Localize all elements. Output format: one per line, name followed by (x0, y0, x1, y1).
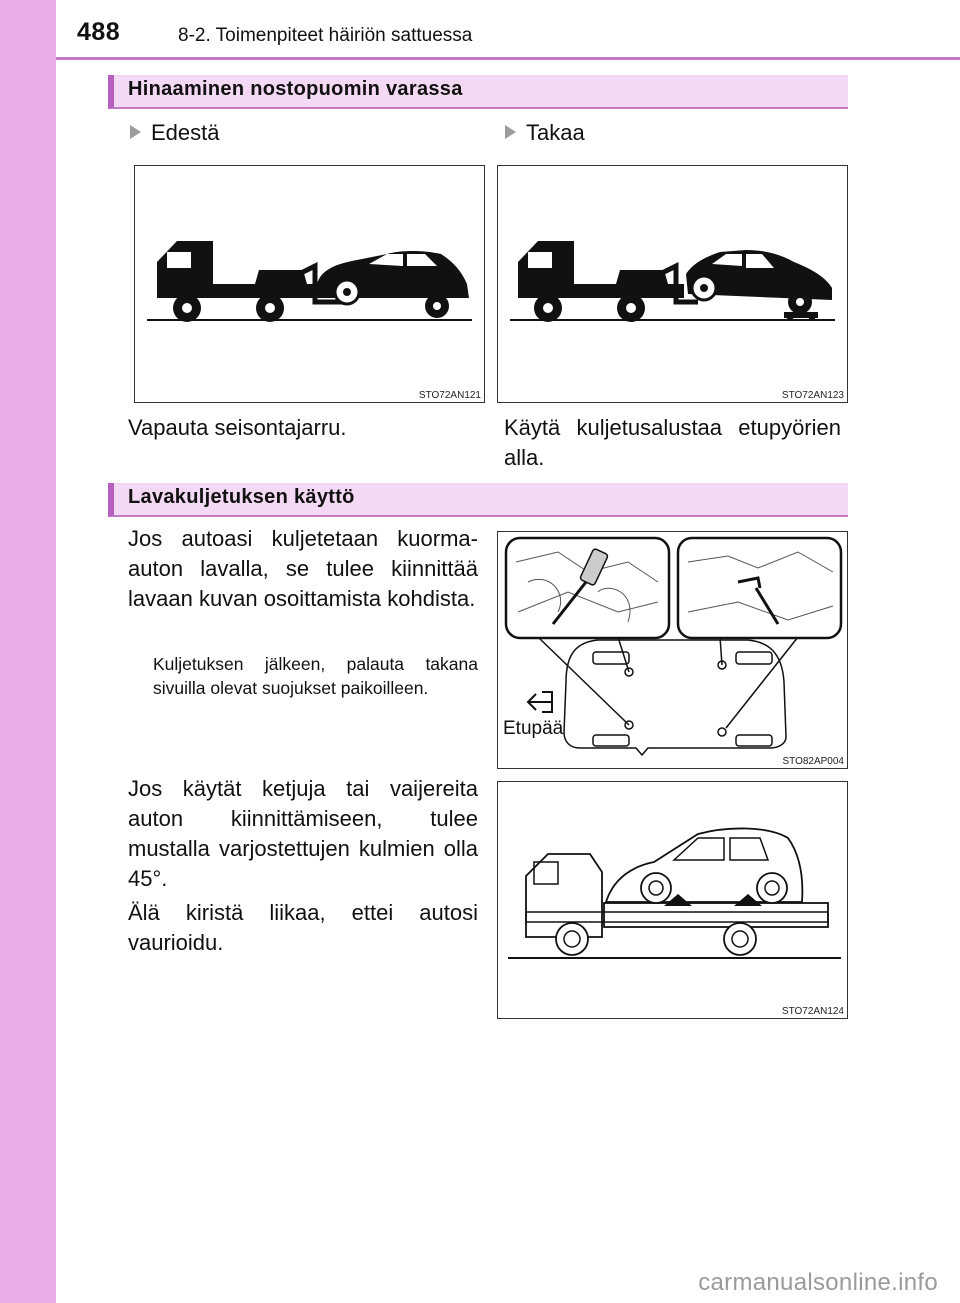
paragraph-chains: Jos käytät ketjuja tai vaijereita auton kiinnittämiseen, tulee mustalla varjostettujen kulmien olla 45°. (128, 776, 478, 891)
caption-rear-line1: Käytä kuljetusalustaa etupyörien (504, 415, 841, 440)
tow-truck-front-illustration (135, 166, 484, 402)
triangle-bullet-icon (130, 125, 141, 139)
figure-code: STO72AN124 (781, 1006, 844, 1017)
chapter-title: 8-2. Toimenpiteet häiriön sattuessa (178, 25, 473, 46)
section-heading-towing (108, 75, 848, 109)
figure-tow-rear (497, 165, 848, 403)
subheading-front (130, 120, 220, 146)
subheading-label: Edestä (151, 120, 220, 145)
subheading-label: Takaa (526, 120, 585, 145)
section-title: Lavakuljetuksen käyttö (128, 486, 355, 508)
tow-truck-rear-illustration (498, 166, 847, 402)
figure-tow-front (134, 165, 485, 403)
watermark: carmanualsonline.info (698, 1269, 938, 1296)
paragraph-flatbed-intro: Jos autoasi kuljetetaan kuorma-auton lavalla, se tulee kiinnittää lavaan kuvan osoittamista kohdista. (128, 526, 478, 611)
triangle-bullet-icon (505, 125, 516, 139)
page-number: 488 (77, 18, 121, 46)
front-label: Etupää (503, 718, 564, 739)
paragraph-overtighten: Älä kiristä liikaa, ettei autosi vaurioidu. (128, 900, 478, 955)
note-covers: Kuljetuksen jälkeen, palauta takana sivuilla olevat suojukset paikoilleen. (153, 654, 478, 698)
side-tab (0, 0, 56, 1303)
caption-rear-line2: alla. (504, 445, 545, 470)
tie-down-points-illustration (498, 532, 847, 768)
section-title: Hinaaminen nostopuomin varassa (128, 78, 463, 100)
section-heading-flatbed (108, 483, 848, 517)
caption-rear (504, 413, 841, 473)
figure-code: STO72AN121 (418, 390, 481, 401)
caption-front: Vapauta seisontajarru. (128, 415, 347, 440)
figure-code: STO82AP004 (782, 756, 844, 767)
header-rule (56, 57, 960, 60)
figure-flatbed-truck (497, 781, 848, 1019)
subheading-rear (505, 120, 585, 146)
flatbed-truck-illustration (498, 782, 847, 1018)
figure-tie-down-points (497, 531, 848, 769)
figure-code: STO72AN123 (781, 390, 844, 401)
